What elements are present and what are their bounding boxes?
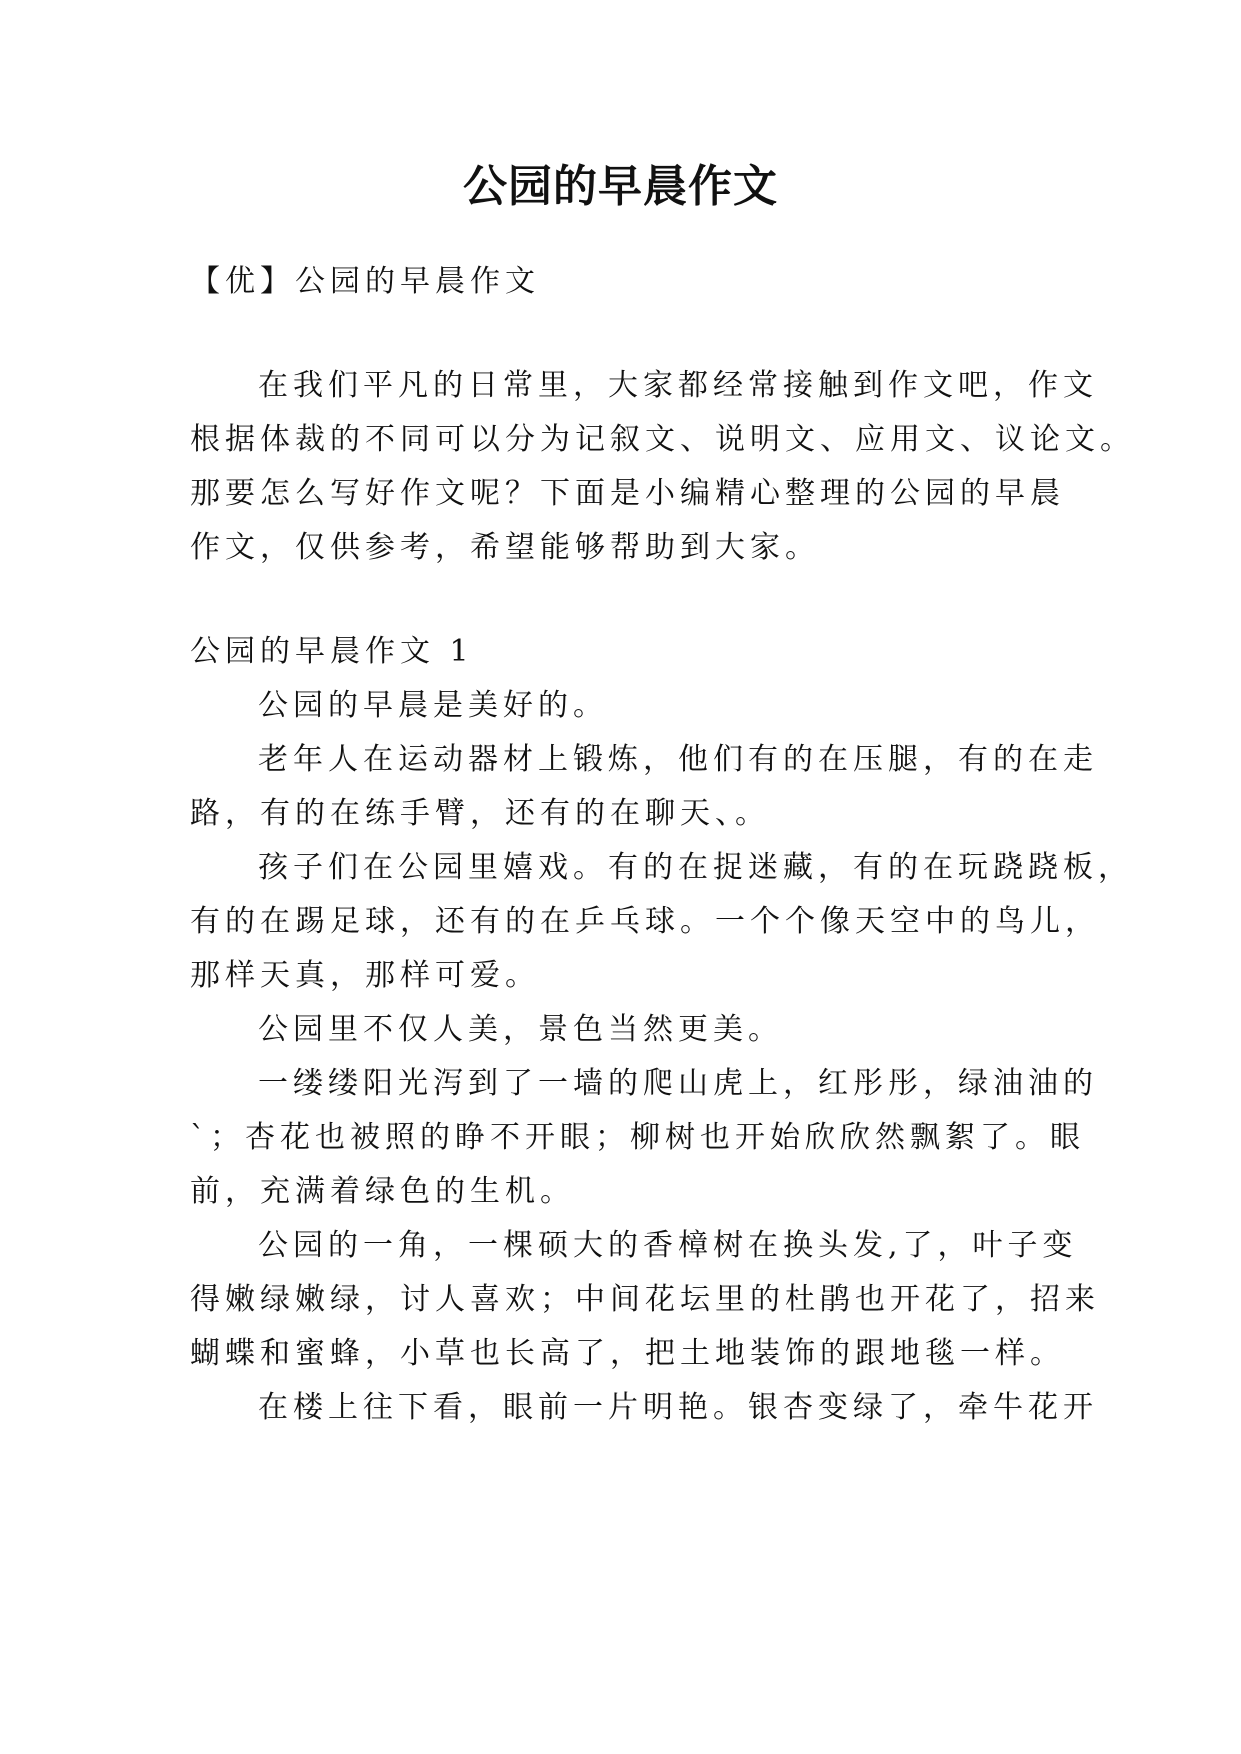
section-heading: 公园的早晨作文 1	[190, 634, 474, 669]
subtitle: 【优】公园的早晨作文	[190, 264, 540, 299]
intro-line: 根据体裁的不同可以分为记叙文、说明文、应用文、议论文。	[190, 422, 1135, 457]
body-line: 那样天真，那样可爱。	[190, 958, 540, 993]
body-line: 孩子们在公园里嬉戏。有的在捉迷藏，有的在玩跷跷板，	[258, 850, 1133, 885]
body-line: 老年人在运动器材上锻炼，他们有的在压腿，有的在走	[258, 742, 1098, 777]
body-line: 得嫩绿嫩绿，讨人喜欢；中间花坛里的杜鹃也开花了，招来	[190, 1282, 1100, 1317]
body-line: `；杏花也被照的睁不开眼；柳树也开始欣欣然飘絮了。眼	[190, 1120, 1085, 1155]
body-line: 前，充满着绿色的生机。	[190, 1174, 575, 1209]
body-line: 一缕缕阳光泻到了一墙的爬山虎上，红彤彤，绿油油的	[258, 1066, 1098, 1101]
body-line: 路，有的在练手臂，还有的在聊天、。	[190, 796, 770, 831]
body-line: 公园里不仅人美，景色当然更美。	[258, 1012, 783, 1047]
body-line: 公园的一角，一棵硕大的香樟树在换头发,了，叶子变	[258, 1228, 1078, 1263]
body-line: 蝴蝶和蜜蜂，小草也长高了，把土地装饰的跟地毯一样。	[190, 1336, 1065, 1371]
body-line: 有的在踢足球，还有的在乒乓球。一个个像天空中的鸟儿，	[190, 904, 1100, 939]
body-line: 在楼上往下看，眼前一片明艳。银杏变绿了，牵牛花开	[258, 1390, 1098, 1425]
intro-line: 作文，仅供参考，希望能够帮助到大家。	[190, 530, 820, 565]
intro-line: 那要怎么写好作文呢？下面是小编精心整理的公园的早晨	[190, 476, 1065, 511]
body-line: 公园的早晨是美好的。	[258, 688, 608, 723]
page-title: 公园的早晨作文	[463, 161, 778, 212]
intro-line: 在我们平凡的日常里，大家都经常接触到作文吧，作文	[258, 368, 1098, 403]
